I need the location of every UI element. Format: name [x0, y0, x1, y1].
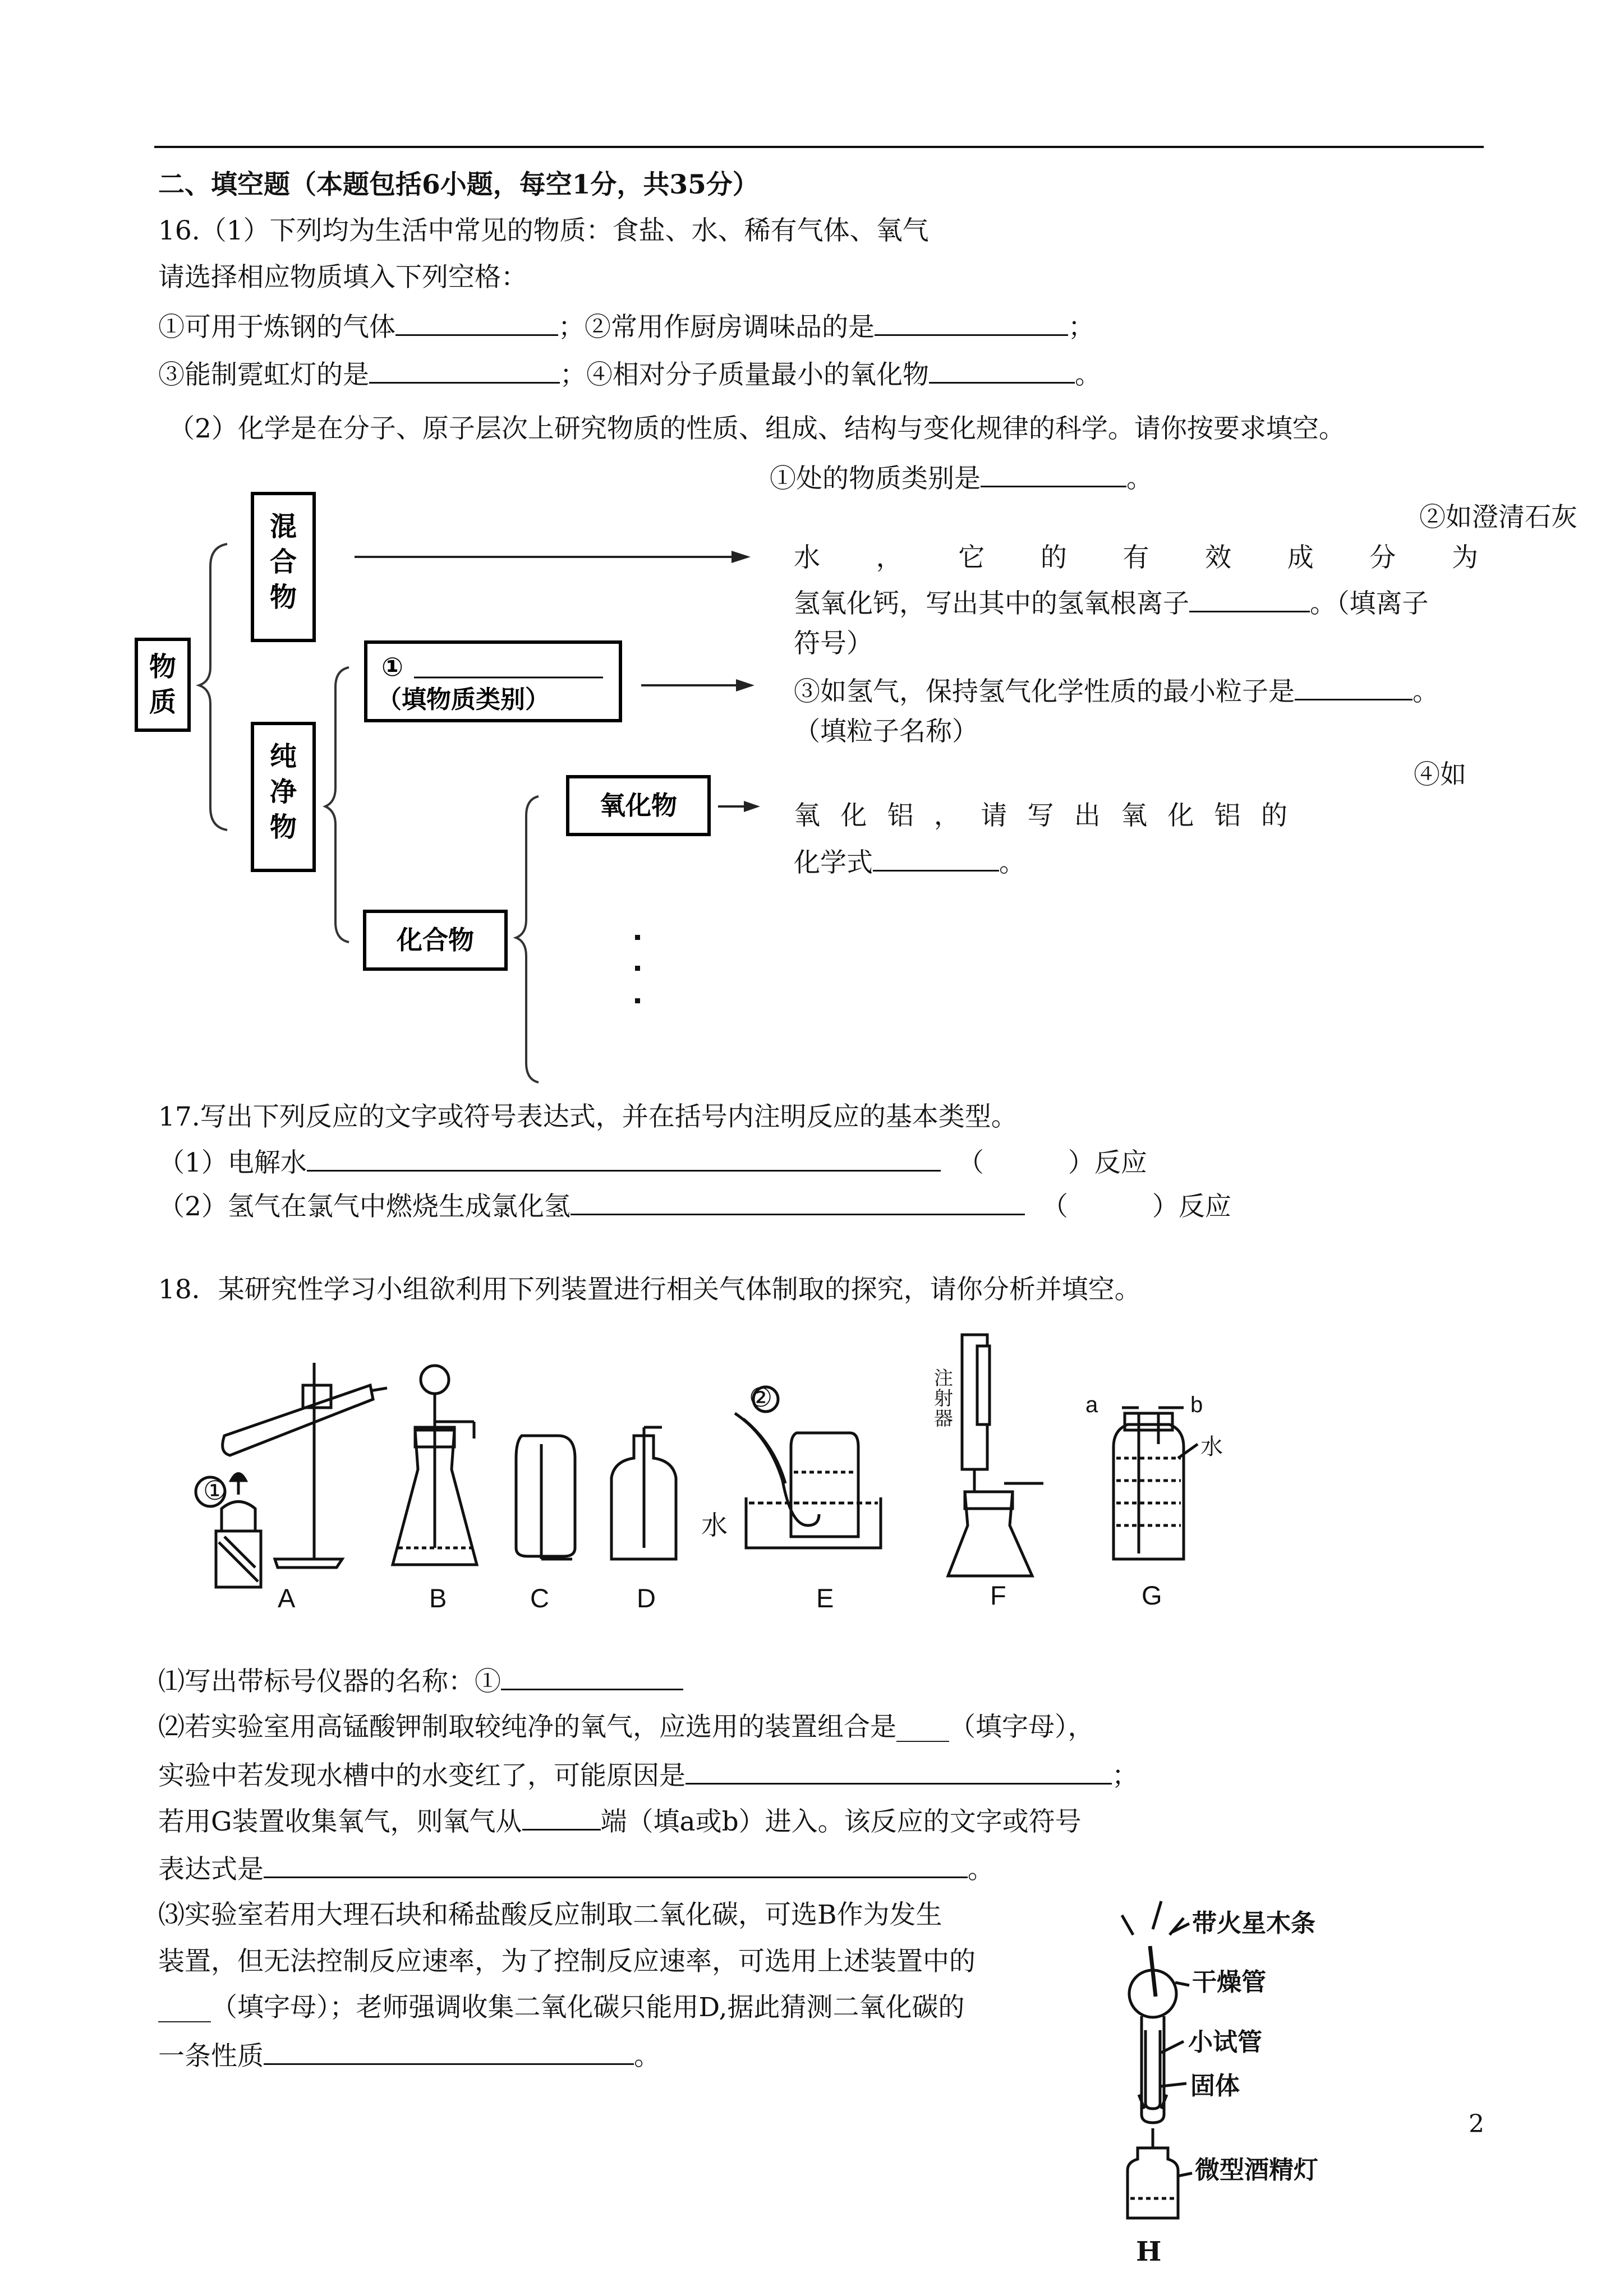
r2-char: 效	[1205, 542, 1232, 573]
q16-r4-text: 化学式	[794, 847, 873, 878]
q16-r4-head: ④如	[1414, 759, 1466, 790]
q18-p2-semicolon: ；	[1112, 1760, 1138, 1791]
e-water-label: 水	[701, 1510, 728, 1540]
r4-char: 氧	[1121, 800, 1148, 831]
label-g: G	[1142, 1580, 1162, 1610]
q16-r1-text: ①处的物质类别是	[770, 463, 981, 494]
r4-char: 写	[1027, 800, 1054, 831]
r2-char: 成	[1287, 542, 1314, 573]
h-label-dry-tube: 干燥管	[1192, 1968, 1266, 1996]
syringe-label: 注射器	[934, 1368, 953, 1430]
g-port-b: b	[1190, 1393, 1203, 1417]
q17-intro: 17.写出下列反应的文字或符号表达式，并在括号内注明反应的基本类型。	[158, 1101, 1018, 1132]
mixture-char-1: 混	[269, 511, 297, 542]
h-label-test-tube: 小试管	[1188, 2028, 1262, 2056]
q17-paren-close-1: ）反应	[1068, 1147, 1147, 1178]
q18-p2-period: 。	[968, 1854, 994, 1885]
r2-char: 为	[1452, 542, 1478, 573]
q18-p2-line3a: 若用G装置收集氧气，则氧气从	[158, 1806, 522, 1837]
q17-paren-open-2: （	[1041, 1191, 1068, 1222]
pure-char-2: 净	[269, 776, 297, 808]
r4-char: 氧	[794, 800, 820, 831]
r4-char: 的	[1260, 800, 1287, 831]
h-label-splint: 带火星木条	[1192, 1910, 1315, 1937]
r4-char: 铝	[1214, 800, 1241, 831]
marker-2: ②	[749, 1382, 773, 1412]
q16-instruction: 请选择相应物质填入下列空格：	[158, 262, 527, 293]
q18-p1-text: ⑴写出带标号仪器的名称：①	[158, 1666, 501, 1697]
r4-char: 铝	[887, 800, 914, 831]
compound-text: 化合物	[397, 925, 474, 955]
label-d: D	[637, 1583, 656, 1613]
page-number: 2	[1469, 2110, 1484, 2138]
blank-category-num: ①	[381, 652, 403, 682]
mixture-char-2: 合	[269, 546, 297, 578]
q18-intro: 18．某研究性学习小组欲利用下列装置进行相关气体制取的探究，请你分析并填空。	[158, 1274, 1141, 1305]
label-f: F	[990, 1580, 1006, 1610]
q16-semicolon: ；	[1068, 312, 1094, 343]
r4-char: 化	[840, 800, 867, 831]
g-port-a: a	[1085, 1393, 1098, 1417]
label-a: A	[278, 1583, 296, 1613]
mixture-char-3: 物	[269, 582, 297, 613]
r4-char: 请	[981, 800, 1007, 831]
q16-period: 。	[1075, 359, 1101, 390]
q16-r3-period: 。	[1413, 676, 1439, 707]
q18-p2-text: 实验中若发现水槽中的水变红了，可能原因是	[158, 1760, 686, 1791]
h-label-lamp: 微型酒精灯	[1195, 2156, 1318, 2184]
h-label-letter: H	[1136, 2236, 1162, 2267]
h-label-solid: 固体	[1190, 2072, 1240, 2100]
blank-category-label: （填物质类别）	[377, 685, 550, 714]
section-title: 二、填空题（本题包括6小题，每空1分，共35分）	[158, 169, 759, 200]
q16-item2-text: ；②常用作厨房调味品的是	[558, 312, 875, 343]
r2-char: 水	[794, 542, 820, 573]
r4-char: 出	[1074, 800, 1101, 831]
q16-r2-line4: 符号）	[794, 628, 873, 659]
q16-item4-text: ；④相对分子质量最小的氧化物	[560, 359, 929, 390]
q18-p2-line3b: 端（填a或b）进入。该反应的文字或符号	[600, 1806, 1082, 1837]
q16-item1-text: ①可用于炼钢的气体	[158, 312, 395, 343]
q17-item2-text: （2）氢气在氯气中燃烧生成氯化氢	[158, 1191, 571, 1222]
q16-r2-head: ②如澄清石灰	[1419, 502, 1577, 533]
r4-char: 化	[1167, 800, 1194, 831]
q16-r1-period: 。	[1126, 463, 1153, 494]
r2-char: 它	[958, 542, 985, 573]
oxide-text: 氧化物	[600, 790, 677, 820]
label-c: C	[530, 1583, 549, 1613]
q17-paren-open-1: （	[957, 1147, 984, 1178]
label-b: B	[429, 1583, 447, 1613]
r2-char: 的	[1040, 542, 1067, 573]
q18-p3-line4-text: 一条性质	[158, 2041, 264, 2072]
q18-p3-period: 。	[634, 2041, 660, 2072]
substance-char-1: 物	[149, 651, 177, 683]
q17-paren-close-2: ）反应	[1152, 1191, 1231, 1222]
r4-char: ，	[933, 800, 960, 831]
q16-r2-text: 氢氧化钙，写出其中的氢氧根离子	[794, 588, 1189, 619]
g-water-label: 水	[1200, 1435, 1223, 1459]
r2-char: ，	[876, 542, 903, 573]
q16-r3-line2: （填粒子名称）	[794, 716, 978, 747]
marker-1: ①	[203, 1476, 227, 1505]
label-e: E	[816, 1583, 834, 1613]
q18-p2-line4-text: 表达式是	[158, 1854, 264, 1885]
q16-part2-intro: （2）化学是在分子、原子层次上研究物质的性质、组成、结构与变化规律的科学。请你按要求填空。	[168, 413, 1345, 444]
pure-char-3: 物	[269, 812, 297, 843]
q18-p3-line3: ____（填字母）；老师强调收集二氧化碳只能用D,据此猜测二氧化碳的	[158, 1992, 965, 2023]
q16-r3-text: ③如氢气，保持氢气化学性质的最小粒子是	[794, 676, 1295, 707]
r2-char: 有	[1122, 542, 1149, 573]
q17-item1-text: （1）电解水	[158, 1147, 307, 1178]
q16-r4-period: 。	[999, 847, 1025, 878]
q18-p3-line2: 装置，但无法控制反应速率，为了控制反应速率，可选用上述装置中的	[158, 1946, 976, 1977]
pure-char-1: 纯	[269, 741, 297, 772]
q16-item3-text: ③能制霓虹灯的是	[158, 359, 369, 390]
q16-intro: 16.（1）下列均为生活中常见的物质：食盐、水、稀有气体、氧气	[158, 215, 929, 246]
q18-p3-line1: ⑶实验室若用大理石块和稀盐酸反应制取二氧化碳，可选B作为发生	[158, 1899, 942, 1930]
r2-char: 分	[1369, 542, 1396, 573]
q18-p2-line1: ⑵若实验室用高锰酸钾制取较纯净的氧气，应选用的装置组合是____（填字母），	[158, 1712, 1094, 1742]
q16-r2-tail: 。（填离子	[1310, 588, 1429, 619]
substance-char-2: 质	[149, 686, 177, 718]
